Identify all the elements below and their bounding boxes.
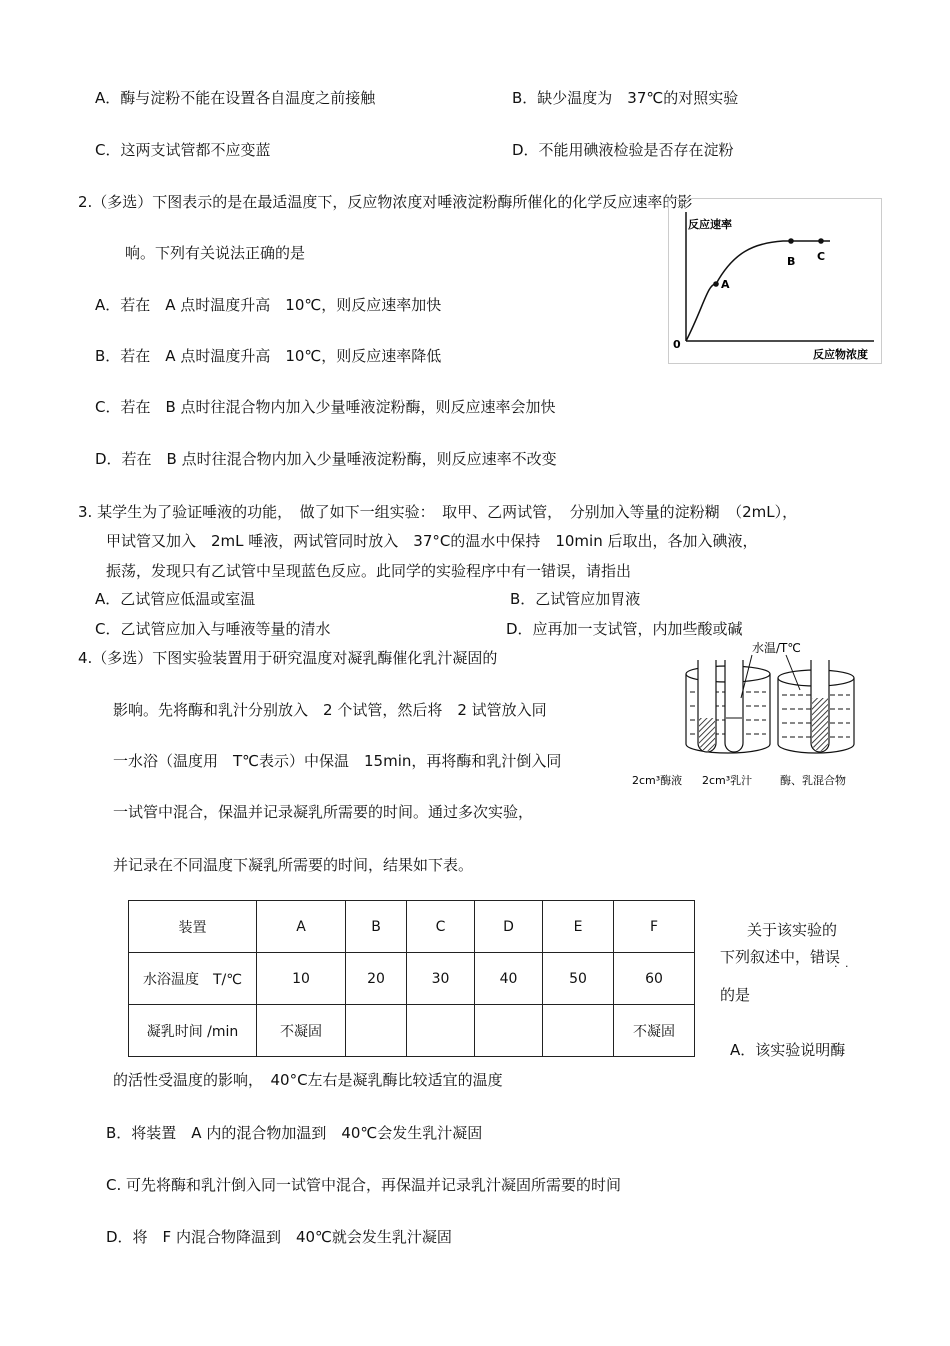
q4-stem-line4: 一试管中混合，保温并记录凝乳所需要的时间。通过多次实验， (113, 803, 534, 821)
rate-curve (686, 241, 830, 341)
table-cell (346, 1005, 407, 1057)
q1-option-b: B．缺少温度为 37℃的对照实验 (512, 89, 739, 107)
table-cell: 20 (346, 953, 407, 1005)
table-cell: 10 (257, 953, 346, 1005)
q3-stem-line1: 3. 某学生为了验证唾液的功能， 做了如下一组实验： 取甲、乙两试管， 分别加入等量的淀粉糊 （2mL）， (78, 503, 798, 521)
q4-side-line3: 的是 (720, 986, 751, 1004)
milk-tube (725, 660, 743, 752)
water-temp-label: 水温/T℃ (752, 641, 801, 655)
q2-option-b: B．若在 A 点时温度升高 10℃，则反应速率降低 (95, 347, 442, 365)
q3-option-b: B．乙试管应加胃液 (510, 590, 641, 608)
y-axis-label: 反应速率 (688, 218, 732, 231)
q3-stem-line2: 甲试管又加入 2mL 唾液，两试管同时放入 37°C的温水中保持 10min 后取出，各加入碘液， (106, 532, 758, 550)
q4-option-a-cont: 的活性受温度的影响， 40°C左右是凝乳酶比较适宜的温度 (113, 1071, 503, 1089)
q4-stem-line2: 影响。先将酶和乳汁分别放入 2 个试管，然后将 2 试管放入同 (113, 701, 547, 719)
table-cell: 装置 (129, 901, 257, 953)
point-b-label: B (787, 255, 796, 268)
q4-stem-line5: 并记录在不同温度下凝乳所需要的时间，结果如下表。 (113, 856, 474, 874)
table-cell: E (543, 901, 614, 953)
q1-option-d: D．不能用碘液检验是否存在淀粉 (512, 141, 734, 159)
q3-option-a: A．乙试管应低温或室温 (95, 590, 256, 608)
table-cell: A (257, 901, 346, 953)
table-cell: 60 (614, 953, 695, 1005)
enzyme-label: 2cm³酶液 (632, 774, 683, 787)
q1-option-c: C．这两支试管都不应变蓝 (95, 141, 271, 159)
table-cell (407, 1005, 475, 1057)
q2-option-a: A．若在 A 点时温度升高 10℃，则反应速率加快 (95, 296, 442, 314)
table-cell: F (614, 901, 695, 953)
enzyme-tube (698, 660, 716, 752)
q2-option-c: C．若在 B 点时往混合物内加入少量唾液淀粉酶，则反应速率会加快 (95, 398, 556, 416)
q3-option-d: D．应再加一支试管，内加些酸或碱 (506, 620, 743, 638)
q4-option-d: D．将 F 内混合物降温到 40℃就会发生乳汁凝固 (106, 1228, 452, 1246)
mixture-label: 酶、乳混合物 (780, 774, 846, 787)
table-row (129, 1005, 695, 1057)
table-cell (475, 1005, 543, 1057)
point-c-label: C (817, 250, 826, 263)
table-cell: C (407, 901, 475, 953)
q4-stem-line1: 4.（多选）下图实验装置用于研究温度对凝乳酶催化乳汁凝固的 (78, 649, 498, 667)
q4-option-a-start: A．该实验说明酶 (730, 1041, 846, 1059)
table-cell: 不凝固 (614, 1005, 695, 1057)
q4-option-b: B．将装置 A 内的混合物加温到 40℃会发生乳汁凝固 (106, 1124, 483, 1142)
table-row (129, 901, 695, 953)
reaction-rate-chart (668, 198, 882, 364)
mixture-tube (811, 660, 829, 752)
point-b (788, 238, 794, 244)
table-cell: 凝乳时间 /min (129, 1005, 257, 1057)
table-row (129, 953, 695, 1005)
q4-stem-line3: 一水浴（温度用 T℃表示）中保温 15min，再将酶和乳汁倒入同 (113, 752, 562, 770)
q3-option-c: C．乙试管应加入与唾液等量的清水 (95, 620, 331, 638)
table-cell: 不凝固 (257, 1005, 346, 1057)
table-cell: D (475, 901, 543, 953)
results-table (128, 900, 695, 1057)
q4-side-line1: 关于该实验的 (747, 921, 838, 939)
q2-option-d: D．若在 B 点时往混合物内加入少量唾液淀粉酶，则反应速率不改变 (95, 450, 557, 468)
table-cell (543, 1005, 614, 1057)
q2-stem-line1: 2.（多选）下图表示的是在最适温度下，反应物浓度对唾液淀粉酶所催化的化学反应速率的影 (78, 193, 693, 211)
table-cell: 30 (407, 953, 475, 1005)
x-axis-label: 反应物浓度 (813, 348, 868, 361)
table-cell: B (346, 901, 407, 953)
table-cell: 水浴温度 T/℃ (129, 953, 257, 1005)
point-a-label: A (721, 278, 730, 291)
q3-stem-line3: 振荡，发现只有乙试管中呈现蓝色反应。此同学的实验程序中有一错误，请指出 (106, 562, 632, 580)
q4-side-line2: 下列叙述中，错误 (720, 948, 841, 966)
point-c (818, 238, 824, 244)
origin-label: 0 (673, 338, 681, 351)
emphasis-dots: · · (834, 960, 851, 973)
water-bath-apparatus (628, 638, 868, 790)
q4-option-c: C. 可先将酶和乳汁倒入同一试管中混合，再保温并记录乳汁凝固所需要的时间 (106, 1176, 622, 1194)
milk-label: 2cm³乳汁 (702, 774, 753, 787)
point-a (713, 281, 719, 287)
q2-stem-line2: 响。下列有关说法正确的是 (125, 244, 306, 262)
q1-option-a: A．酶与淀粉不能在设置各自温度之前接触 (95, 89, 376, 107)
table-cell: 50 (543, 953, 614, 1005)
table-cell: 40 (475, 953, 543, 1005)
